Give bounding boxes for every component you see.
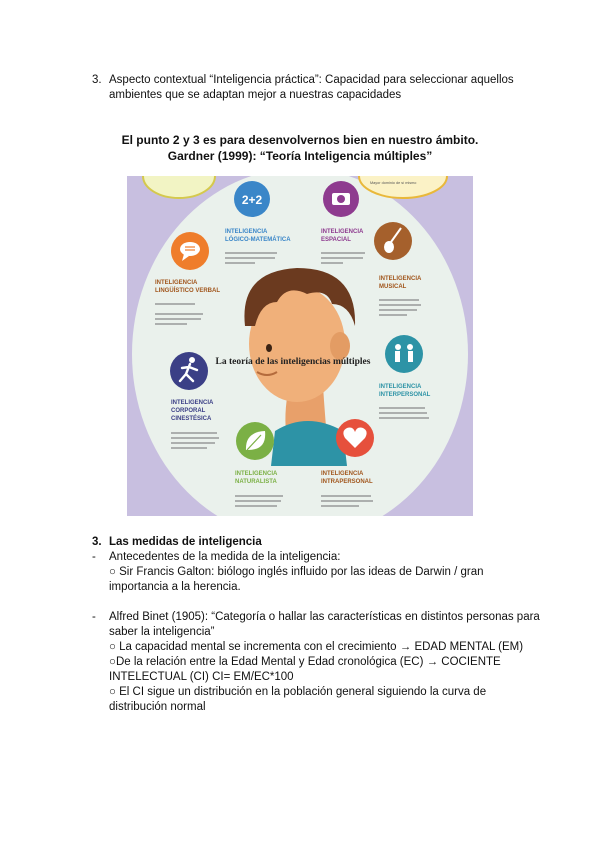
paragraph-line: INTELECTUAL (CI) CI= EM/EC*100 bbox=[109, 671, 294, 683]
logico-title1: INTELIGENCIA bbox=[225, 229, 268, 235]
linguistico-title2: LINGÜÍSTICO VERBAL bbox=[155, 288, 221, 294]
guitar-body bbox=[384, 241, 394, 253]
top-right-note: Mayor dominio de sí mismo bbox=[370, 181, 417, 185]
guitar-icon bbox=[374, 222, 412, 260]
speech-bubble bbox=[180, 242, 200, 256]
paragraph-line: importancia a la herencia. bbox=[109, 581, 241, 593]
intrapersonal-title1: INTELIGENCIA bbox=[321, 471, 364, 477]
paragraph-line: Alfred Binet (1905): “Categoría o hallar las características en distintos personas para bbox=[109, 611, 540, 623]
logico-title2: LÓGICO-MATEMÁTICA bbox=[225, 237, 291, 243]
person-head bbox=[407, 344, 413, 350]
intrapersonal-title2: INTRAPERSONAL bbox=[321, 479, 373, 485]
runner-head bbox=[189, 357, 195, 363]
corporal-title2: CORPORAL bbox=[171, 408, 206, 414]
list-number: 3. bbox=[92, 74, 102, 86]
bullet-marker: - bbox=[92, 551, 96, 563]
espacial-title2: ESPACIAL bbox=[321, 237, 351, 243]
paragraph-line: saber la inteligencia” bbox=[109, 626, 215, 638]
camera-lens bbox=[337, 195, 345, 203]
paragraph-line: ambientes que se adaptan mejor a nuestras capacidades bbox=[109, 89, 402, 101]
subtitle-line: Gardner (1999): “Teoría Inteligencia múltiples” bbox=[167, 149, 433, 163]
corporal-title3: CINESTÉSICA bbox=[171, 416, 212, 422]
espacial-title1: INTELIGENCIA bbox=[321, 229, 364, 235]
paragraph-line: distribución normal bbox=[109, 701, 206, 713]
person-body bbox=[395, 351, 400, 362]
paragraph-line: Antecedentes de la medida de la inteligencia: bbox=[109, 551, 341, 563]
eye bbox=[266, 344, 272, 352]
math-icon-text: 2+2 bbox=[241, 193, 263, 207]
naturalista-title2: NATURALISTA bbox=[235, 479, 277, 485]
naturalista-title1: INTELIGENCIA bbox=[235, 471, 278, 477]
bullet-marker: - bbox=[92, 611, 96, 623]
musical-title1: INTELIGENCIA bbox=[379, 276, 422, 282]
person-head bbox=[395, 344, 401, 350]
infographic-svg bbox=[127, 176, 473, 516]
musical-title2: MUSICAL bbox=[379, 284, 407, 290]
person-body bbox=[408, 351, 413, 362]
interpersonal-title2: INTERPERSONAL bbox=[379, 392, 431, 398]
section-title: Las medidas de inteligencia bbox=[109, 536, 262, 548]
people-icon bbox=[385, 335, 423, 373]
runner-icon bbox=[170, 352, 208, 390]
paragraph-line: Aspecto contextual “Inteligencia práctica”: Capacidad para seleccionar aquellos bbox=[109, 74, 514, 86]
ear bbox=[330, 332, 350, 360]
paragraph-line: ○ Sir Francis Galton: biólogo inglés influido por las ideas de Darwin / gran bbox=[109, 566, 484, 578]
paragraph-line: ○ El CI sigue un distribución en la población general siguiendo la curva de bbox=[109, 686, 487, 698]
infographic-center-title: La teoría de las inteligencias múltiples bbox=[215, 357, 371, 367]
paragraph-line: ○ La capacidad mental se incrementa con el crecimiento → EDAD MENTAL (EM) bbox=[109, 641, 524, 653]
shirt bbox=[271, 421, 347, 466]
paragraph-line: ○De la relación entre la Edad Mental y Edad cronológica (EC) → COCIENTE bbox=[109, 656, 501, 668]
section-number: 3. bbox=[92, 536, 102, 548]
interpersonal-title1: INTELIGENCIA bbox=[379, 384, 422, 390]
subtitle-line: El punto 2 y 3 es para desenvolvernos bien en nuestro ámbito. bbox=[121, 133, 479, 147]
corporal-title1: INTELIGENCIA bbox=[171, 400, 214, 406]
multiple-intelligences-infographic bbox=[127, 176, 473, 516]
linguistico-title1: INTELIGENCIA bbox=[155, 280, 198, 286]
